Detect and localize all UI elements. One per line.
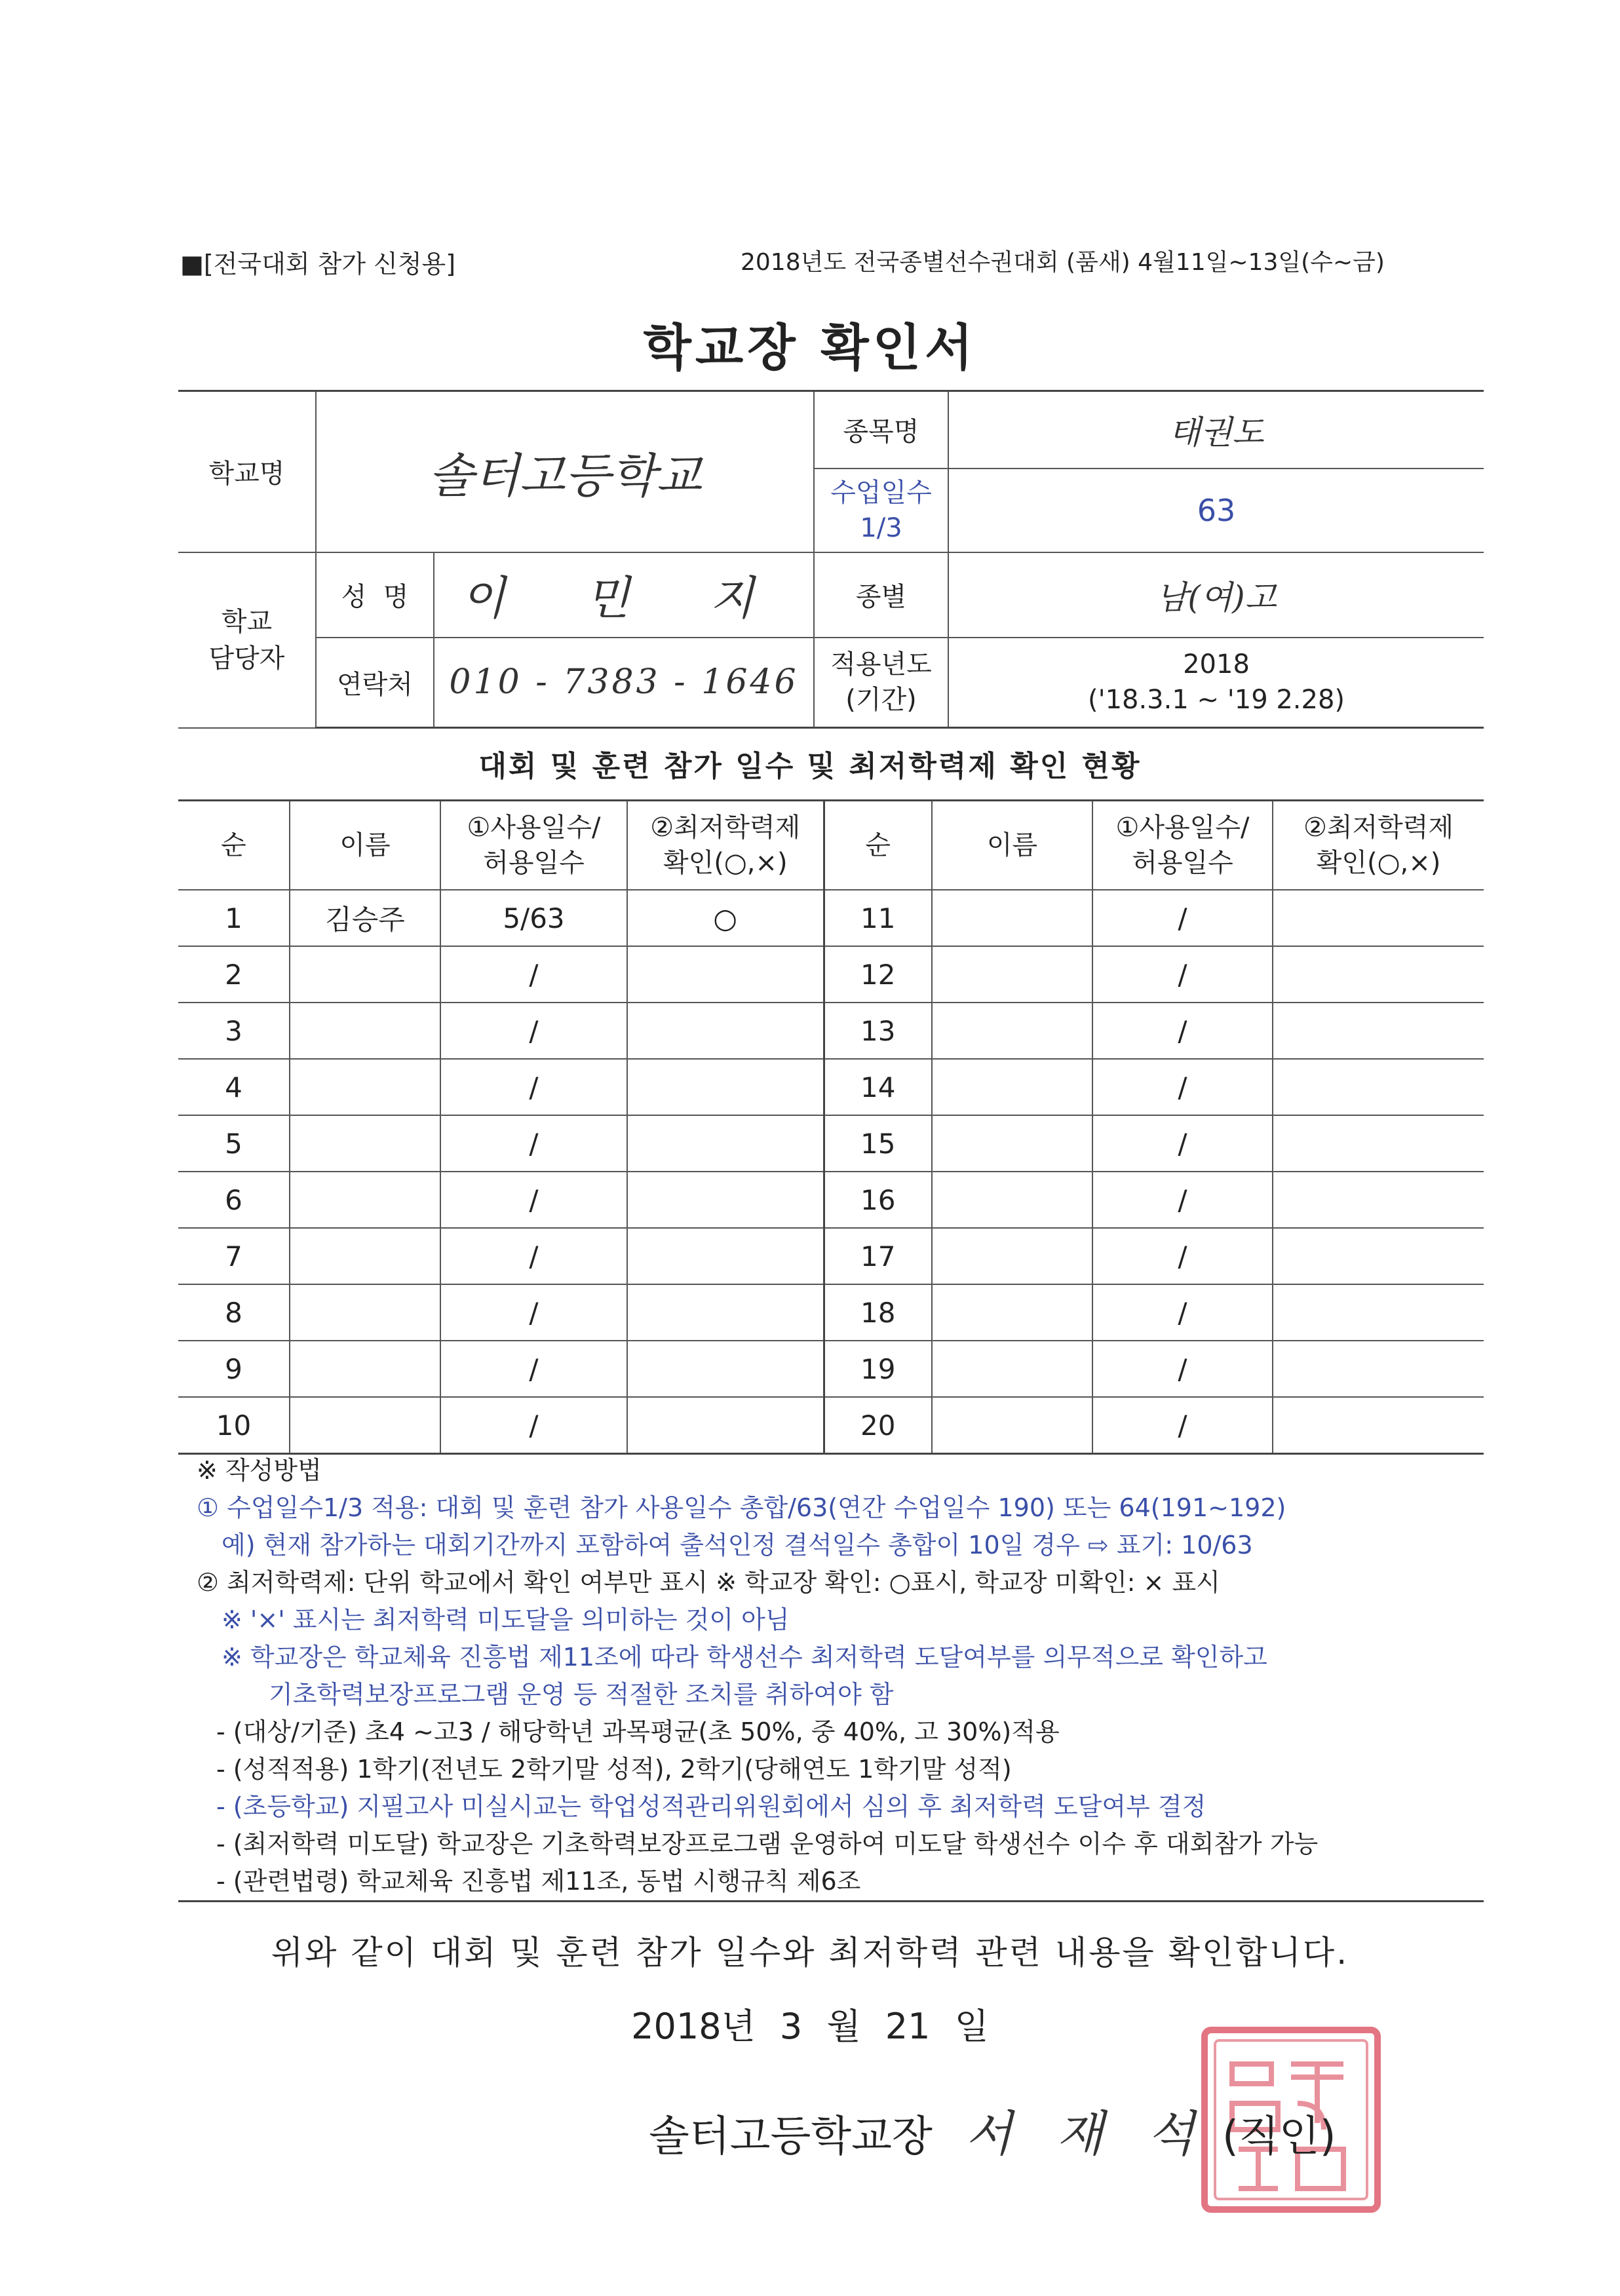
col-used-right-1: ①사용일수/: [1115, 813, 1250, 843]
row-used-left: /: [440, 1172, 627, 1228]
row-used-right: /: [1092, 1397, 1273, 1454]
table-row: [178, 1172, 1484, 1228]
row-used-left: /: [440, 1341, 627, 1397]
col-min-left-1: ②최저학력제: [650, 813, 801, 843]
row-used-left: /: [440, 1115, 627, 1172]
row-seq-left: 1: [178, 890, 290, 946]
row-seq-right: 20: [824, 1397, 932, 1454]
row-name-left: 김승주: [290, 890, 440, 946]
table-row: [178, 1115, 1484, 1172]
row-seq-right: 11: [824, 890, 932, 946]
table-row: [178, 1059, 1484, 1115]
col-min-left-2: 확인(○,×): [663, 848, 788, 878]
row-seq-right: 12: [824, 946, 932, 1003]
row-seq-left: 2: [178, 946, 290, 1003]
row-used-right: /: [1092, 1284, 1273, 1341]
row-check-left: [627, 1341, 824, 1397]
row-seq-right: 13: [824, 1003, 932, 1059]
row-name-left: [290, 946, 440, 1003]
row-check-right: [1273, 1003, 1484, 1059]
school-value: 솔터고등학교: [316, 391, 814, 552]
row-name-left: [290, 1341, 440, 1397]
principal-name: 서 재 석: [965, 2106, 1209, 2162]
days-label-2: 1/3: [860, 512, 902, 543]
signing-date: 2018년 3 월 21 일: [631, 2006, 989, 2047]
row-used-right: /: [1092, 890, 1273, 946]
days-label-1: 수업일수: [830, 477, 932, 508]
row-seq-left: 4: [178, 1059, 290, 1115]
row-seq-left: 5: [178, 1115, 290, 1172]
row-name-left: [290, 1228, 440, 1284]
row-seq-left: 10: [178, 1397, 290, 1454]
table-row: [178, 1397, 1484, 1454]
row-check-left: [627, 1059, 824, 1115]
row-check-right: [1273, 890, 1484, 946]
note-1a: ① 수업일수1/3 적용: 대회 및 훈련 참가 사용일수 총합/63(연간 수업일수 190) 또는 64(191~192): [197, 1493, 1286, 1522]
detail-1: - (대상/기준) 초4 ~고3 / 해당학년 과목평균(초 50%, 중 40%, 고 30%)적용: [216, 1717, 1060, 1746]
principal-title: 솔터고등학교장: [649, 2113, 933, 2161]
row-name-right: [932, 1341, 1092, 1397]
detail-3: - (초등학교) 지필고사 미실시교는 학업성적관리위원회에서 심의 후 최저학력 도달여부 결정: [216, 1792, 1206, 1821]
table-row: [178, 1284, 1484, 1341]
row-check-left: [627, 1003, 824, 1059]
contact-value: 010 - 7383 - 1646: [434, 638, 814, 728]
row-seq-right: 15: [824, 1115, 932, 1172]
table-row: [178, 1003, 1484, 1059]
row-check-right: [1273, 1115, 1484, 1172]
note-1b: 예) 현재 참가하는 대회기간까지 포함하여 출석인정 결석일수 총합이 10일 경우 ⇨ 표기: 10/63: [222, 1531, 1253, 1559]
table-row: [178, 946, 1484, 1003]
note-4a: ※ 학교장은 학교체육 진흥법 제11조에 따라 학생선수 최저학력 도달여부를 의무적으로 확인하고: [222, 1643, 1267, 1672]
divider: [178, 1900, 1484, 1902]
row-seq-left: 6: [178, 1172, 290, 1228]
row-seq-right: 14: [824, 1059, 932, 1115]
row-check-right: [1273, 1341, 1484, 1397]
row-name-right: [932, 1003, 1092, 1059]
table-row: [178, 1228, 1484, 1284]
row-seq-right: 19: [824, 1341, 932, 1397]
row-used-left: /: [440, 1284, 627, 1341]
note-2: ② 최저학력제: 단위 학교에서 확인 여부만 표시 ※ 학교장 확인: ○표시, 학교장 미확인: × 표시: [197, 1568, 1220, 1597]
event-value: 태권도: [948, 391, 1484, 469]
name-label: 성 명: [316, 552, 434, 638]
row-name-left: [290, 1284, 440, 1341]
instructions: [197, 1452, 1481, 1900]
table-row: [178, 1341, 1484, 1397]
row-used-right: /: [1092, 946, 1273, 1003]
signature-block: [649, 2095, 1336, 2165]
staff-label-2: 담당자: [208, 643, 285, 674]
section-title: 대회 및 훈련 참가 일수 및 최저학력제 확인 현황: [478, 750, 1142, 783]
note-3: ※ '×' 표시는 최저학력 미도달을 의미하는 것이 아님: [222, 1605, 790, 1634]
row-name-left: [290, 1397, 440, 1454]
col-used-left-1: ①사용일수/: [467, 813, 601, 843]
row-check-right: [1273, 946, 1484, 1003]
event-label: 종목명: [814, 391, 948, 469]
col-used-left-2: 허용일수: [483, 848, 585, 878]
detail-4: - (최저학력 미도달) 학교장은 기초학력보장프로그램 운영하여 미도달 학생선수 이수 후 대회참가 가능: [216, 1829, 1319, 1858]
contact-label: 연락처: [316, 638, 434, 728]
col-seq-left: 순: [178, 801, 290, 890]
row-used-left: /: [440, 1003, 627, 1059]
row-used-right: /: [1092, 1003, 1273, 1059]
row-check-right: [1273, 1059, 1484, 1115]
row-check-left: ○: [627, 890, 824, 946]
col-used-right-2: 허용일수: [1132, 848, 1233, 878]
row-seq-right: 16: [824, 1172, 932, 1228]
col-name-left: 이름: [290, 801, 440, 890]
info-table: [178, 390, 1484, 729]
participation-table: [178, 799, 1484, 1455]
detail-5: - (관련법령) 학교체육 진흥법 제11조, 동법 시행규칙 제6조: [216, 1867, 861, 1896]
row-name-right: [932, 946, 1092, 1003]
row-seq-right: 18: [824, 1284, 932, 1341]
year-label-1: 적용년도: [830, 649, 932, 680]
col-seq-right: 순: [824, 801, 932, 890]
page-title: 학교장 확인서: [643, 318, 977, 377]
row-used-left: /: [440, 1228, 627, 1284]
gender-label: 종별: [814, 552, 948, 638]
row-name-right: [932, 1172, 1092, 1228]
row-name-left: [290, 1059, 440, 1115]
row-seq-left: 7: [178, 1228, 290, 1284]
row-check-left: [627, 1397, 824, 1454]
row-seq-left: 8: [178, 1284, 290, 1341]
row-name-left: [290, 1003, 440, 1059]
row-used-right: /: [1092, 1115, 1273, 1172]
row-seq-right: 17: [824, 1228, 932, 1284]
confirmation-statement: 위와 같이 대회 및 훈련 참가 일수와 최저학력 관련 내용을 확인합니다.: [271, 1934, 1349, 1972]
name-value: 이 민 지: [434, 552, 814, 638]
row-seq-left: 9: [178, 1341, 290, 1397]
row-name-right: [932, 890, 1092, 946]
school-label: 학교명: [178, 391, 316, 552]
row-name-left: [290, 1115, 440, 1172]
row-seq-left: 3: [178, 1003, 290, 1059]
row-check-left: [627, 1115, 824, 1172]
row-used-right: /: [1092, 1172, 1273, 1228]
row-name-right: [932, 1284, 1092, 1341]
header-left: ■[전국대회 참가 신청용]: [180, 250, 456, 278]
row-check-right: [1273, 1397, 1484, 1454]
row-used-left: /: [440, 946, 627, 1003]
row-check-right: [1273, 1284, 1484, 1341]
header-right: 2018년도 전국종별선수권대회 (품새) 4월11일~13일(수~금): [741, 249, 1385, 276]
notes-heading: ※ 작성방법: [197, 1456, 322, 1485]
table-row: [178, 890, 1484, 946]
row-name-right: [932, 1397, 1092, 1454]
col-name-right: 이름: [932, 801, 1092, 890]
year-value-2: ('18.3.1 ~ '19 2.28): [1087, 685, 1345, 716]
row-check-left: [627, 1284, 824, 1341]
row-used-right: /: [1092, 1341, 1273, 1397]
row-name-right: [932, 1115, 1092, 1172]
row-used-left: /: [440, 1397, 627, 1454]
days-value: 63: [948, 469, 1484, 552]
gender-value: 남(여)고: [948, 552, 1484, 638]
row-check-left: [627, 946, 824, 1003]
row-used-left: 5/63: [440, 890, 627, 946]
row-name-left: [290, 1172, 440, 1228]
row-check-right: [1273, 1172, 1484, 1228]
col-min-right-2: 확인(○,×): [1316, 848, 1441, 878]
detail-2: - (성적적용) 1학기(전년도 2학기말 성적), 2학기(당해연도 1학기말 성적): [216, 1755, 1012, 1784]
row-check-right: [1273, 1228, 1484, 1284]
row-check-left: [627, 1228, 824, 1284]
note-4b: 기초학력보장프로그램 운영 등 적절한 조치를 취하여야 함: [269, 1680, 894, 1709]
row-used-right: /: [1092, 1059, 1273, 1115]
row-check-left: [627, 1172, 824, 1228]
col-min-right-1: ②최저학력제: [1303, 813, 1454, 843]
seal-label: (직인): [1222, 2113, 1336, 2161]
year-label-2: (기간): [845, 685, 917, 716]
row-used-left: /: [440, 1059, 627, 1115]
row-name-right: [932, 1059, 1092, 1115]
row-name-right: [932, 1228, 1092, 1284]
year-value-1: 2018: [1183, 649, 1250, 680]
staff-label-1: 학교: [221, 606, 273, 637]
row-used-right: /: [1092, 1228, 1273, 1284]
